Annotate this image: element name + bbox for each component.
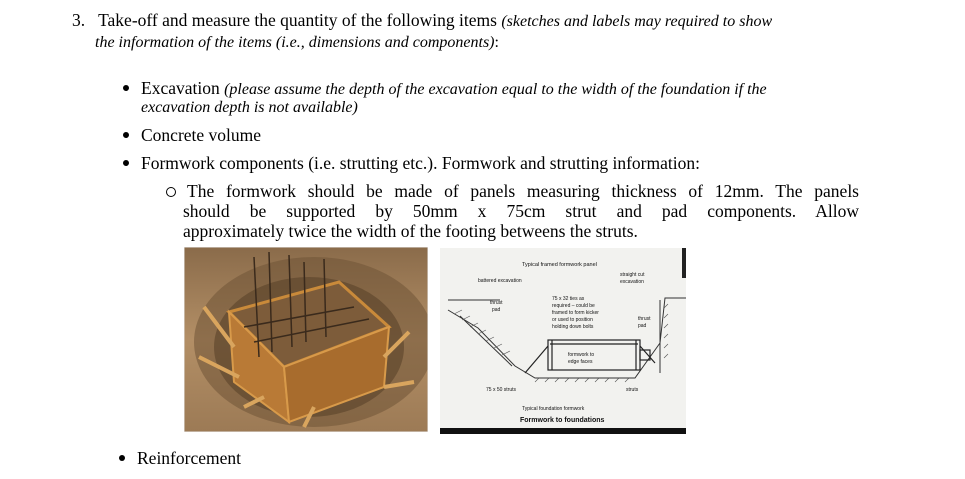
diagram-label-struts-right: struts	[626, 387, 639, 393]
diagram-label-straight-cut-2: excavation	[620, 279, 644, 285]
formwork-photo	[184, 247, 428, 432]
sub-bullet-circle	[166, 187, 176, 197]
question-note-part2: the information of the items (i.e., dimensions and components)	[95, 34, 495, 51]
formwork-sub-line3: approximately twice the width of the footing betweens the struts.	[183, 221, 638, 241]
diagram-title: Typical framed formwork panel	[522, 262, 597, 268]
bullet-dot	[119, 455, 125, 461]
diagram-label-straight-cut-1: straight cut	[620, 272, 645, 278]
diagram-label-ties-4: or used to position	[552, 317, 593, 323]
diagram-label-ties-3: framed to form kicker	[552, 310, 599, 316]
excavation-note-line2: excavation depth is not available)	[141, 99, 358, 116]
diagram-caption-bold: Formwork to foundations	[520, 417, 605, 424]
formwork-photo-illustration	[184, 247, 428, 432]
diagram-label-thrust-left-1: thrust	[490, 300, 503, 306]
excavation-note-line1: (please assume the depth of the excavation equal to the width of the foundation if the	[224, 81, 767, 98]
diagram-label-struts-left: 75 x 50 struts	[486, 387, 517, 393]
diagram-label-formwork-edge-1: formwork to	[568, 352, 595, 358]
bullet-dot	[123, 160, 129, 166]
question-colon: :	[494, 34, 499, 51]
question-number: 3.	[72, 10, 86, 30]
excavation-label: Excavation	[141, 78, 220, 98]
question-heading	[72, 9, 892, 33]
question-note-line2	[95, 33, 499, 53]
question-note-part1: (sketches and labels may required to show	[501, 13, 773, 30]
diagram-label-ties-5: holding down bolts	[552, 324, 594, 330]
diagram-label-thrust-right-1: thrust	[638, 316, 651, 322]
formwork-label: Formwork components (i.e. strutting etc.). Formwork and strutting information:	[141, 153, 700, 173]
diagram-label-ties-2: required – could be	[552, 303, 595, 309]
diagram-label-formwork-edge-2: edge faces	[568, 359, 593, 365]
diagram-label-ties-1: 75 x 32 ties as	[552, 296, 585, 302]
reinforcement-label: Reinforcement	[137, 448, 241, 468]
diagram-label-thrust-right-2: pad	[638, 323, 647, 329]
formwork-sub-line1: The formwork should be made of panels measuring thickness of 12mm. The panels	[187, 181, 859, 201]
bullet-dot	[123, 132, 129, 138]
bullet-dot	[123, 85, 129, 91]
formwork-sub-line2: should be supported by 50mm x 75cm strut and pad components. Allow	[183, 201, 859, 221]
bullet-excavation	[141, 78, 861, 100]
diagram-caption-small: Typical foundation formwork	[522, 406, 585, 412]
formwork-diagram	[440, 248, 686, 434]
concrete-label: Concrete volume	[141, 125, 262, 145]
question-title: Take-off and measure the quantity of the following items	[98, 10, 497, 30]
diagram-label-battered: battered excavation	[478, 278, 522, 284]
diagram-label-thrust-left-2: pad	[492, 307, 501, 313]
